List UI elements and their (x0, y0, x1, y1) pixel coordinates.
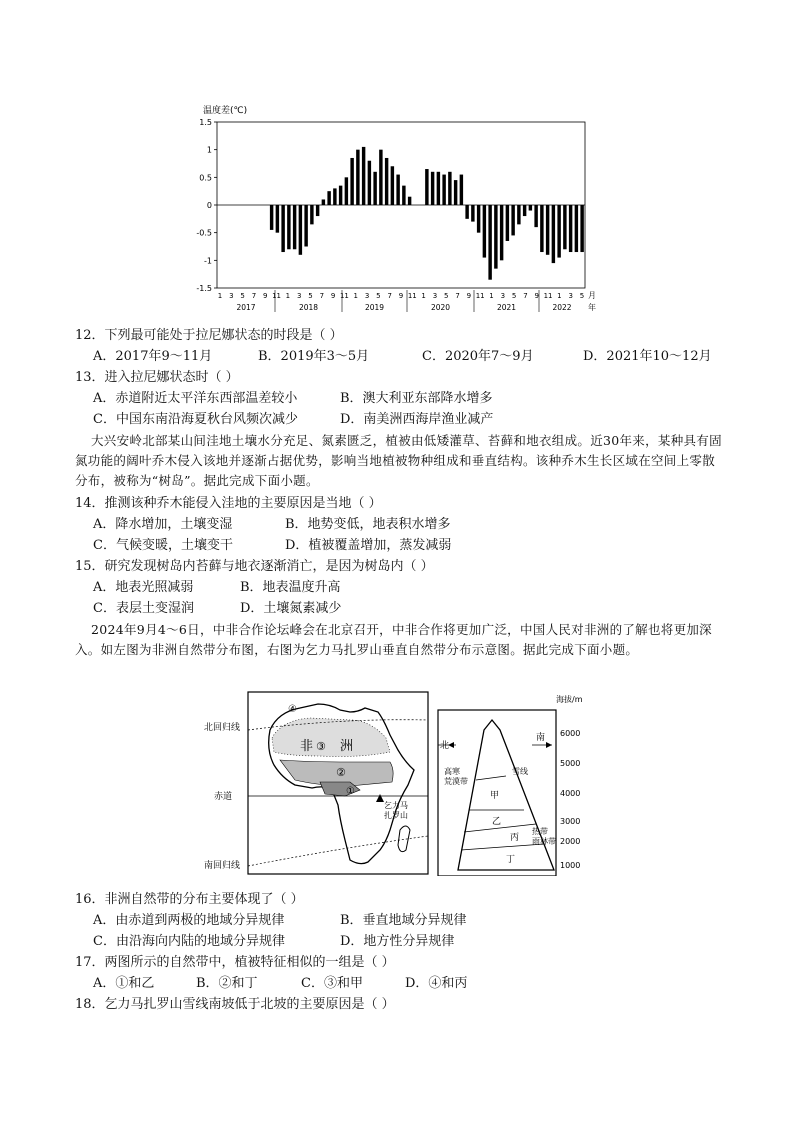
bar (465, 205, 468, 219)
bar (333, 188, 336, 205)
bar (569, 205, 572, 252)
question-16: 16．非洲自然带的分布主要体现了（ ） (75, 892, 304, 907)
passage-forest-island: 大兴安岭北部某山间洼地土壤水分充足、氮素匮乏，植被由低矮灌草、苔藓和地衣组成。近30年来，某种具有固氮功能的阔叶乔木侵入该地并逐渐占据优势，影响当地植被物种组成和垂直结构。该种乔木生长区域在空间上零散分布，被称为“树岛”。据此完成下面小题。 (75, 433, 722, 488)
bar (385, 158, 388, 205)
bar (356, 150, 359, 205)
bar (373, 172, 376, 205)
bar (310, 205, 313, 224)
label-south: 南 (536, 733, 546, 743)
question-14: 14．推测该种乔木能侵入洼地的主要原因是当地（ ） (75, 496, 382, 511)
q14-option-a: A．降水增加，土壤变湿 (93, 517, 233, 532)
month-tick-label: 9 (466, 292, 472, 300)
y-tick-label: 1 (206, 145, 212, 155)
question-13: 13．进入拉尼娜状态时（ ） (75, 370, 239, 385)
bar (557, 205, 560, 258)
bar (293, 205, 296, 249)
zone-jia: 甲 (490, 791, 500, 801)
q16-option-b: B．垂直地域分异规律 (340, 913, 467, 928)
q12-option-a: A．2017年9～11月 (93, 349, 213, 364)
bar (368, 161, 371, 205)
y-tick-label: 0 (206, 201, 212, 210)
month-tick-label: 5 (240, 292, 245, 300)
q14-option-d: D．植被覆盖增加，蒸发减弱 (285, 538, 452, 553)
q17-option-c: C．③和甲 (301, 976, 363, 991)
zone-yi: 乙 (492, 817, 502, 827)
q13-option-a: A．赤道附近太平洋东西部温差较小 (93, 391, 298, 406)
bar (327, 191, 330, 205)
q13-option-b: B．澳大利亚东部降水增多 (340, 391, 493, 406)
question-15: 15．研究发现树岛内苔藓与地衣逐渐消亡，是因为树岛内（ ） (75, 559, 434, 574)
month-tick-label: 3 (500, 292, 506, 300)
q16-option-d: D．地方性分异规律 (340, 934, 455, 949)
bar (299, 205, 302, 255)
bar (552, 205, 555, 263)
altitude-tick-5000: 5000 (560, 759, 581, 768)
q14-option-b: B．地势变低，地表积水增多 (285, 517, 451, 532)
q15-option-d: D．土壤氮素减少 (240, 601, 342, 616)
bar (540, 205, 543, 252)
bar (287, 205, 290, 249)
label-snowline: 雪线 (512, 767, 528, 776)
bar (460, 175, 463, 205)
y-axis-label: 温度差(℃) (203, 106, 248, 116)
bar (517, 205, 520, 224)
month-tick-label: 3 (229, 292, 234, 300)
bar (448, 172, 451, 205)
bar (506, 205, 509, 241)
q15-option-c: C．表层土变湿润 (93, 601, 194, 616)
month-tick-label: 1 (557, 292, 562, 300)
kilimanjaro-vertical-zones-diagram (436, 690, 596, 876)
altitude-tick-3000: 3000 (560, 817, 581, 826)
label-north: 北 (440, 741, 450, 751)
bar (437, 172, 440, 205)
label-rainforest-2: 雨林带 (532, 837, 556, 846)
year-label: 2021 (496, 303, 517, 312)
bar (281, 205, 284, 252)
label-africa-fei: 非 (300, 739, 314, 754)
q17-option-d: D．④和丙 (405, 976, 468, 991)
bar (500, 205, 503, 260)
month-tick-label: 1 (421, 292, 426, 300)
month-tick-label: 11 (475, 292, 485, 300)
q17-option-b: B．②和丁 (196, 976, 258, 991)
africa-natural-zones-map (200, 690, 430, 876)
bar (339, 186, 342, 205)
bar (350, 158, 353, 205)
bar (379, 150, 382, 205)
month-tick-label: 7 (251, 292, 257, 300)
month-tick-label: 5 (511, 292, 517, 300)
month-tick-label: 11 (407, 292, 417, 300)
q17-option-a: A．①和乙 (93, 976, 155, 991)
year-label: 2018 (298, 303, 319, 312)
zone-4-label: ④ (288, 704, 297, 715)
y-tick-label: -1 (204, 256, 212, 266)
bar (471, 205, 474, 222)
month-tick-label: 5 (376, 292, 381, 300)
year-label: 2020 (430, 303, 451, 312)
bar (345, 177, 348, 205)
bar (431, 172, 434, 205)
q16-option-a: A．由赤道到两极的地域分异规律 (93, 913, 285, 928)
q13-option-d: D．南美洲西海岸渔业减产 (340, 412, 494, 427)
label-rainforest-1: 热带 (532, 827, 548, 836)
month-tick-label: 3 (296, 292, 302, 300)
passage-africa: 2024年9月4～6日，中非合作论坛峰会在北京召开，中非合作将更加广泛，中国人民对非洲的了解也将更加深入。如左图为非洲自然带分布图，右图为乞力马扎罗山垂直自然带分布示意图。据此完成下面小题。 (75, 622, 712, 657)
month-tick-label: 5 (579, 292, 585, 300)
q14-option-c: C．气候变暖，土壤变干 (93, 538, 233, 553)
bar (563, 205, 566, 249)
month-tick-label: 1 (489, 292, 494, 300)
bar (575, 205, 578, 252)
question-18: 18．乞力马扎罗山雪线南坡低于北坡的主要原因是（ ） (75, 997, 395, 1012)
month-tick-label: 7 (387, 292, 392, 300)
month-tick-label: 11 (543, 292, 553, 300)
month-tick-label: 3 (568, 292, 573, 300)
bar (304, 205, 307, 247)
zone-ding: 丁 (506, 855, 516, 865)
label-tropic-north: 北回归线 (204, 723, 241, 733)
month-tick-label: 3 (432, 292, 438, 300)
bar (322, 199, 325, 205)
bar (477, 205, 480, 233)
q12-option-c: C．2020年7～9月 (422, 349, 534, 364)
x-unit-month: 月 (588, 291, 596, 300)
y-tick-label: 0.5 (199, 173, 212, 183)
bar (391, 166, 394, 205)
bar (488, 205, 491, 280)
altitude-axis-label: 海拔/m (556, 695, 583, 704)
label-kilimanjaro-2: 扎罗山 (384, 811, 408, 820)
month-tick-label: 3 (364, 292, 370, 300)
month-tick-label: 1 (285, 292, 291, 300)
question-12: 12．下列最可能处于拉尼娜状态的时段是（ ） (75, 328, 343, 343)
bar (580, 205, 583, 252)
bar (362, 147, 365, 205)
label-equator: 赤道 (214, 792, 233, 802)
bar (534, 205, 537, 227)
month-tick-label: 11 (339, 292, 349, 300)
bar (442, 175, 445, 205)
q15-option-a: A．地表光照减弱 (93, 580, 194, 595)
bar (396, 175, 399, 205)
altitude-tick-4000: 4000 (560, 789, 581, 798)
bar (276, 205, 279, 233)
bar (408, 197, 411, 205)
label-kilimanjaro-1: 乞力马 (384, 801, 408, 810)
month-tick-label: 9 (330, 292, 336, 300)
bar (402, 186, 405, 205)
month-tick-label: 9 (263, 292, 268, 300)
y-tick-label: 1.5 (199, 118, 212, 127)
month-tick-label: 5 (308, 292, 313, 300)
altitude-tick-2000: 2000 (560, 837, 581, 846)
bar (523, 205, 526, 216)
label-tropic-south: 南回归线 (204, 861, 241, 871)
zone-bing: 丙 (510, 833, 520, 843)
year-label: 2017 (236, 303, 256, 312)
bar (483, 205, 486, 258)
month-tick-label: 9 (398, 292, 404, 300)
y-tick-label: -0.5 (196, 228, 212, 238)
month-tick-label: 11 (272, 292, 282, 300)
bar (425, 169, 428, 205)
y-tick-label: -1.5 (196, 284, 212, 293)
month-tick-label: 7 (319, 292, 325, 300)
zone-1-label: ① (346, 786, 355, 797)
q16-option-c: C．由沿海向内陆的地域分异规律 (93, 934, 285, 949)
month-tick-label: 7 (455, 292, 460, 300)
q13-option-c: C．中国东南沿海夏秋台风频次减少 (93, 412, 298, 427)
year-label: 2022 (552, 303, 572, 312)
month-tick-label: 9 (534, 292, 539, 300)
question-17: 17．两图所示的自然带中，植被特征相似的一组是（ ） (75, 955, 395, 970)
label-alpine-2: 荒漠带 (444, 777, 468, 786)
q12-option-d: D．2021年10～12月 (583, 349, 712, 364)
bar (316, 205, 319, 216)
month-tick-label: 1 (217, 292, 223, 300)
bar (454, 180, 457, 205)
label-africa-zhou: 洲 (340, 739, 354, 754)
month-tick-label: 5 (444, 292, 449, 300)
year-label: 2019 (364, 303, 385, 312)
altitude-tick-1000: 1000 (560, 861, 581, 870)
bar (511, 205, 514, 235)
label-alpine-1: 高寒 (444, 767, 460, 776)
bar (546, 205, 549, 255)
zone-3-label: ③ (316, 740, 326, 753)
month-tick-label: 7 (523, 292, 528, 300)
bar (494, 205, 497, 269)
month-tick-label: 1 (353, 292, 358, 300)
altitude-tick-6000: 6000 (560, 729, 581, 738)
q12-option-b: B．2019年3～5月 (258, 349, 370, 364)
zone-2-label: ② (336, 766, 346, 779)
x-unit-year: 年 (588, 303, 596, 312)
bar (270, 205, 273, 230)
q15-option-b: B．地表温度升高 (240, 580, 341, 595)
temperature-anomaly-chart (195, 100, 605, 322)
bar (529, 205, 532, 211)
